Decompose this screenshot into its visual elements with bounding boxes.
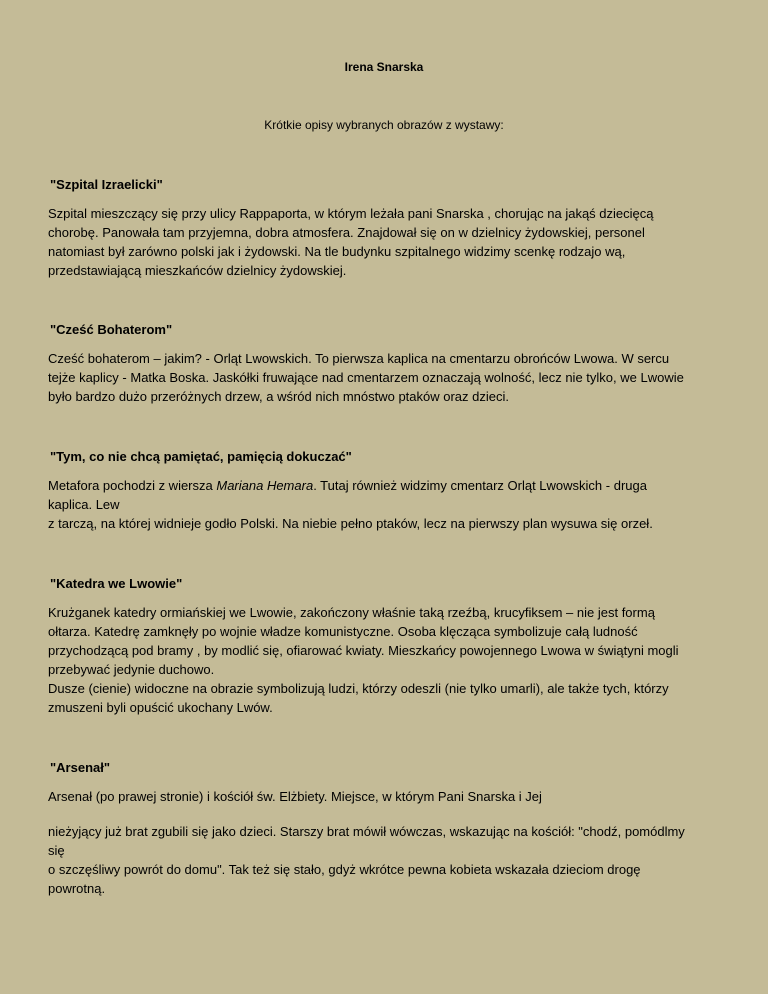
section-title-szpital: "Szpital Izraelicki" bbox=[50, 177, 163, 192]
text-line: przedstawiającą mieszkańców dzielnicy żydowskiej. bbox=[48, 263, 347, 278]
section-title-katedra: "Katedra we Lwowie" bbox=[50, 576, 183, 591]
text-line: przebywać jedynie duchowo. bbox=[48, 662, 215, 677]
section-text-katedra bbox=[48, 603, 738, 717]
section-text-szpital bbox=[48, 204, 738, 280]
text-line: nieżyjący już brat zgubili się jako dzieci. Starszy brat mówił wówczas, wskazując na kościół: "chodź, pomódlmy bbox=[48, 824, 685, 839]
text-line: z tarczą, na której widnieje godło Polski. Na niebie pełno ptaków, lecz na pierwszy plan wysuwa się orzeł. bbox=[48, 516, 653, 531]
section-title-czesc-bohaterom: "Cześć Bohaterom" bbox=[50, 322, 173, 337]
text-fragment: Metafora pochodzi z wiersza bbox=[48, 478, 217, 493]
text-line: tejże kaplicy - Matka Boska. Jaskółki fruwające nad cmentarzem oznaczają wolność, lecz nie tylko, we Lwowie bbox=[48, 370, 684, 385]
section-intro-arsenal bbox=[48, 787, 738, 806]
text-line bbox=[48, 476, 738, 495]
text-line: zmuszeni byli opuścić ukochany Lwów. bbox=[48, 700, 273, 715]
section-title-tym-co-nie-chca: "Tym, co nie chcą pamiętać, pamięcią dokuczać" bbox=[50, 449, 352, 464]
text-line: Szpital mieszczący się przy ulicy Rappaporta, w którym leżała pani Snarska , chorując na jakąś dziecięcą bbox=[48, 206, 654, 221]
text-line: kaplica. Lew bbox=[48, 497, 120, 512]
section-text-czesc-bohaterom bbox=[48, 349, 738, 406]
section-text-arsenal bbox=[48, 822, 738, 898]
text-line: powrotną. bbox=[48, 881, 106, 896]
text-fragment: . Tutaj również widzimy cmentarz Orląt Lwowskich - druga bbox=[313, 478, 647, 493]
text-line: ołtarza. Katedrę zamknęły po wojnie władze komunistyczne. Osoba klęcząca symbolizuje całą ludność bbox=[48, 624, 638, 639]
text-line: Arsenał (po prawej stronie) i kościół św. Elżbiety. Miejsce, w którym Pani Snarska i Jej bbox=[48, 789, 542, 804]
text-line: było bardzo dużo przeróżnych drzew, a wśród nich mnóstwo ptaków oraz dzieci. bbox=[48, 389, 509, 404]
text-line: Dusze (cienie) widoczne na obrazie symbolizują ludzi, którzy odeszli (nie tylko umarli), ale także tych, którzy bbox=[48, 681, 669, 696]
text-line: natomiast był zarówno polski jak i żydowski. Na tle budynku szpitalnego widzimy scenkę rodzajo wą, bbox=[48, 244, 626, 259]
text-line: Krużganek katedry ormiańskiej we Lwowie, zakończony właśnie taką rzeźbą, krucyfiksem – nie jest formą bbox=[48, 605, 655, 620]
text-line: przychodzącą pod bramy , by modlić się, ofiarować kwiaty. Mieszkańcy powojennego Lwowa w świątyni mogli bbox=[48, 643, 679, 658]
section-text-tym-co-nie-chca bbox=[48, 476, 738, 533]
text-line: o szczęśliwy powrót do domu". Tak też się stało, gdyż wkrótce pewna kobieta wskazała dzieciom drogę bbox=[48, 862, 641, 877]
author-name: Irena Snarska bbox=[344, 60, 424, 74]
text-line: Cześć bohaterom – jakim? - Orląt Lwowskich. To pierwsza kaplica na cmentarzu obrońców Lwowa. W sercu bbox=[48, 351, 670, 366]
section-title-arsenal: "Arsenał" bbox=[50, 760, 111, 775]
text-line: się bbox=[48, 843, 65, 858]
document-subtitle: Krótkie opisy wybranych obrazów z wystawy: bbox=[264, 118, 504, 132]
text-line: chorobę. Panowała tam przyjemna, dobra atmosfera. Znajdował się on w dzielnicy żydowskiej, personel bbox=[48, 225, 645, 240]
poet-name: Mariana Hemara bbox=[216, 478, 314, 493]
